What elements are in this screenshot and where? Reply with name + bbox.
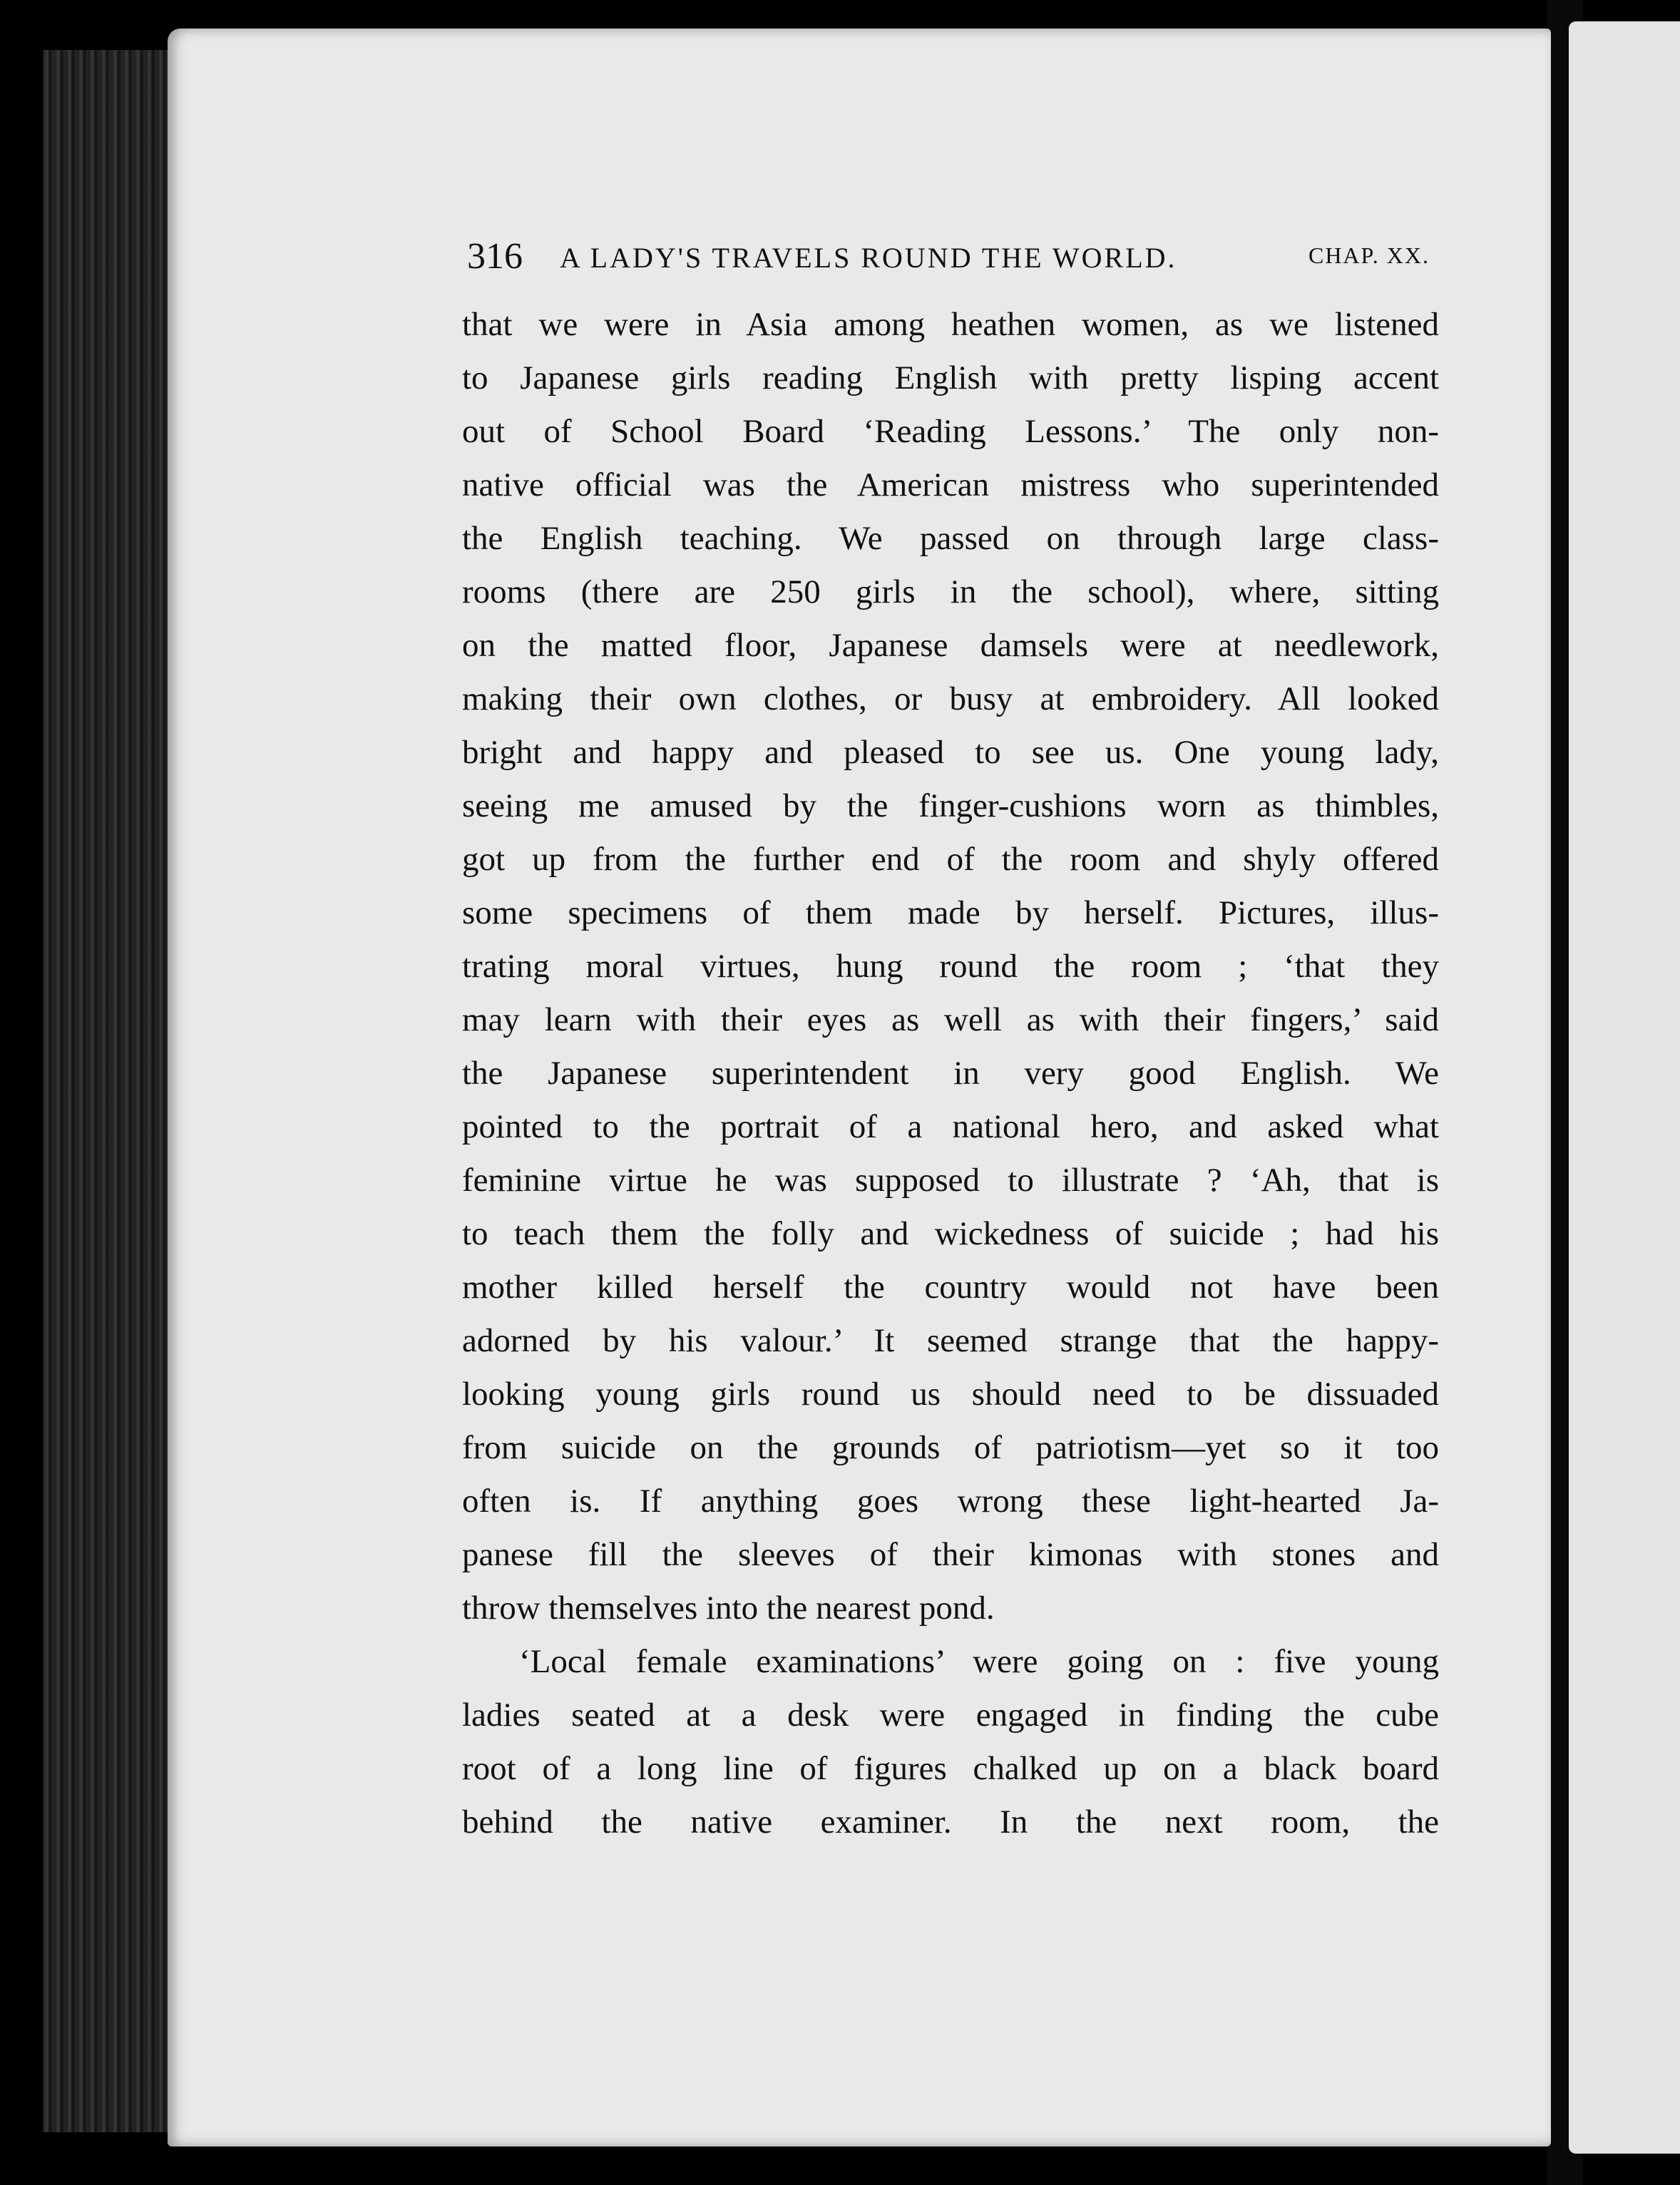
text-line: bright and happy and pleased to see us. One young lady, (462, 734, 1439, 771)
text-line: that we were in Asia among heathen women, as we listened (462, 306, 1439, 343)
text-line: behind the native examiner. In the next room, the (462, 1803, 1439, 1841)
book-page-edges (43, 50, 185, 2132)
running-header (467, 235, 1430, 292)
text-line: out of School Board ‘Reading Lessons.’ The only non- (462, 413, 1439, 450)
text-line: may learn with their eyes as well as with their fingers,’ said (462, 1001, 1439, 1038)
body-text (462, 298, 1439, 1849)
running-title: A LADY'S TRAVELS ROUND THE WORLD. (560, 242, 1177, 274)
text-line: pointed to the portrait of a national hero, and asked what (462, 1108, 1439, 1145)
page-number: 316 (467, 236, 523, 277)
facing-page-edge (1569, 21, 1680, 2154)
text-line: trating moral virtues, hung round the room ; ‘that they (462, 948, 1439, 985)
text-line: seeing me amused by the finger-cushions worn as thimbles, (462, 787, 1439, 824)
text-line: root of a long line of figures chalked up on a black board (462, 1750, 1439, 1787)
text-line: some specimens of them made by herself. Pictures, illus- (462, 894, 1439, 931)
text-line: from suicide on the grounds of patriotism—yet so it too (462, 1429, 1439, 1466)
text-line: the Japanese superintendent in very good English. We (462, 1055, 1439, 1092)
text-line: got up from the further end of the room and shyly offered (462, 841, 1439, 878)
text-line: panese fill the sleeves of their kimonas with stones and (462, 1536, 1439, 1573)
text-line: to teach them the folly and wickedness of suicide ; had his (462, 1215, 1439, 1252)
text-line: throw themselves into the nearest pond. (462, 1590, 995, 1627)
text-line: adorned by his valour.’ It seemed strange that the happy- (462, 1322, 1439, 1359)
text-line: the English teaching. We passed on through large class- (462, 520, 1439, 557)
text-line: on the matted floor, Japanese damsels were at needlework, (462, 627, 1439, 664)
text-line: often is. If anything goes wrong these light-hearted Ja- (462, 1483, 1439, 1520)
text-line: making their own clothes, or busy at embroidery. All looked (462, 680, 1439, 717)
text-line: native official was the American mistress who superintended (462, 466, 1439, 503)
chapter-label: CHAP. XX. (1308, 242, 1430, 268)
text-line: looking young girls round us should need to be dissuaded (462, 1376, 1439, 1413)
text-line: mother killed herself the country would not have been (462, 1269, 1439, 1306)
text-line: ladies seated at a desk were engaged in finding the cube (462, 1697, 1439, 1734)
text-line: to Japanese girls reading English with pretty lisping accent (462, 359, 1439, 396)
text-line: ‘Local female examinations’ were going on : five young (519, 1643, 1439, 1680)
text-line: rooms (there are 250 girls in the school), where, sitting (462, 573, 1439, 610)
text-line: feminine virtue he was supposed to illustrate ? ‘Ah, that is (462, 1162, 1439, 1199)
